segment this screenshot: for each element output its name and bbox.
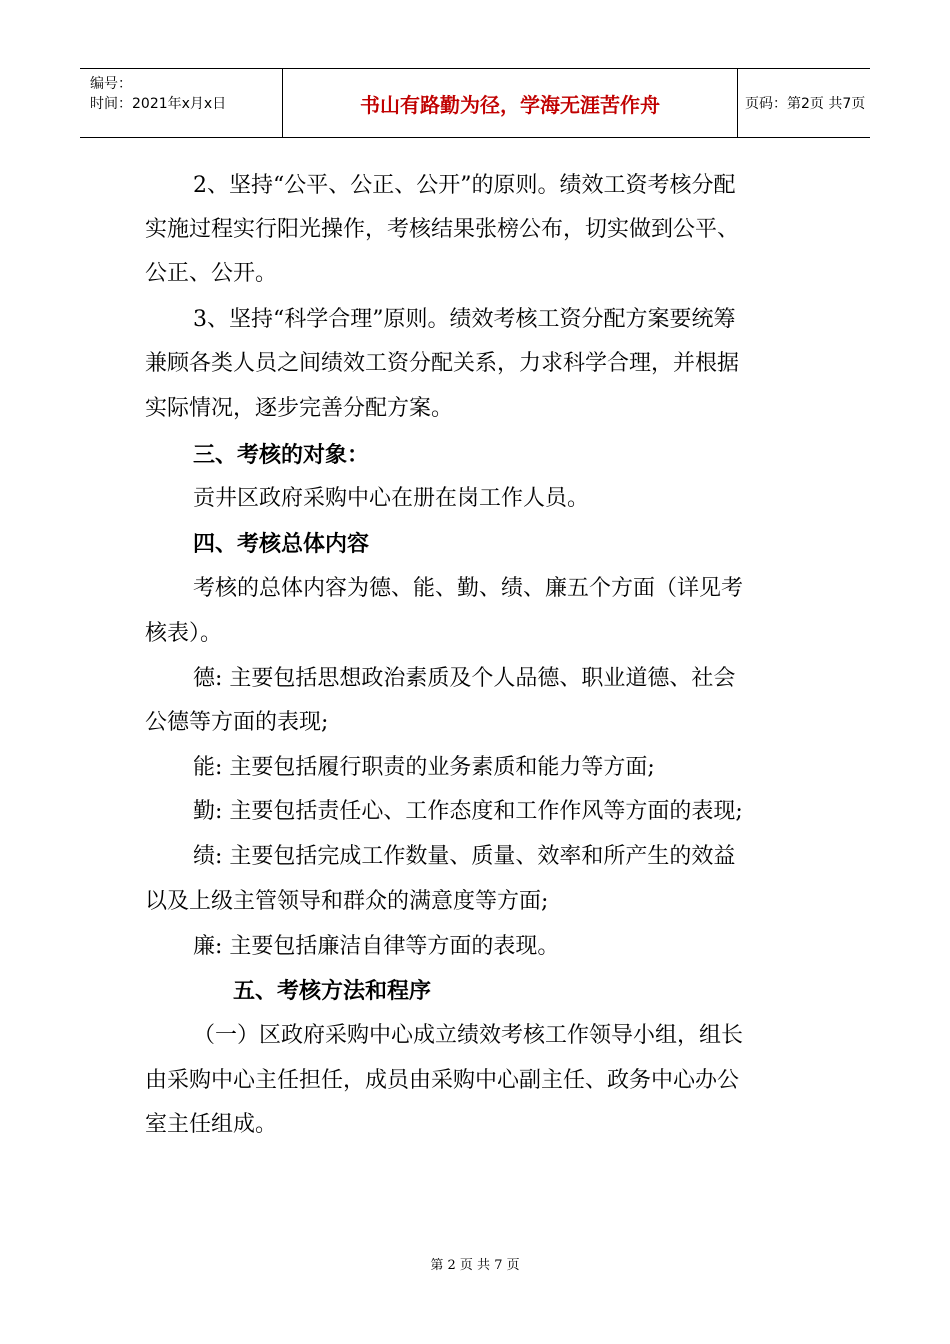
body-line: 贡井区政府采购中心在册在岗工作人员。: [193, 486, 590, 511]
header-info-cell: [80, 69, 282, 137]
body-line: 廉: 主要包括廉洁自律等方面的表现。: [193, 934, 560, 959]
body-line: 实际情况，逐步完善分配方案。: [145, 396, 454, 421]
document-number-label: 编号：: [90, 76, 132, 92]
body-line: 勤: 主要包括责任心、工作态度和工作作风等方面的表现;: [193, 799, 743, 824]
body-line: 核表）。: [145, 621, 223, 646]
body-line: 3、坚持“科学合理”原则。绩效考核工资分配方案要统筹: [193, 307, 736, 332]
body-line: 公正、公开。: [145, 261, 278, 286]
body-line: 实施过程实行阳光操作，考核结果张榜公布，切实做到公平、: [145, 217, 740, 242]
section-heading-targets: 三、考核的对象：: [193, 442, 370, 468]
section-heading-content: 四、考核总体内容: [193, 531, 370, 557]
body-line: 由采购中心主任担任，成员由采购中心副主任、政务中心办公: [145, 1068, 740, 1093]
page-header: [80, 68, 870, 138]
body-line: 绩: 主要包括完成工作数量、质量、效率和所产生的效益: [193, 844, 736, 869]
header-motto: 书山有路勤为径，学海无涯苦作舟: [360, 92, 660, 117]
header-motto-cell: [282, 69, 738, 137]
body-line: 公德等方面的表现;: [145, 710, 329, 735]
header-page-cell: [737, 69, 870, 137]
body-line: （一）区政府采购中心成立绩效考核工作领导小组，组长: [193, 1023, 744, 1048]
body-line: 2、坚持“公平、公正、公开”的原则。绩效工资考核分配: [193, 173, 736, 198]
body-line: 兼顾各类人员之间绩效工资分配关系，力求科学合理，并根据: [145, 351, 740, 376]
document-time-label: 时间：2021年x月x日: [90, 96, 227, 112]
section-heading-methods: 五、考核方法和程序: [233, 978, 432, 1004]
body-line: 室主任组成。: [145, 1112, 278, 1137]
header-page-info: 页码：第2页 共7页: [745, 96, 866, 112]
body-line: 德: 主要包括思想政治素质及个人品德、职业道德、社会: [193, 666, 736, 691]
body-line: 考核的总体内容为德、能、勤、绩、廉五个方面（详见考: [193, 576, 744, 601]
body-line: 能: 主要包括履行职责的业务素质和能力等方面;: [193, 755, 655, 780]
page-footer: 第 2 页 共 7 页: [430, 1258, 520, 1273]
body-line: 以及上级主管领导和群众的满意度等方面;: [145, 889, 549, 914]
